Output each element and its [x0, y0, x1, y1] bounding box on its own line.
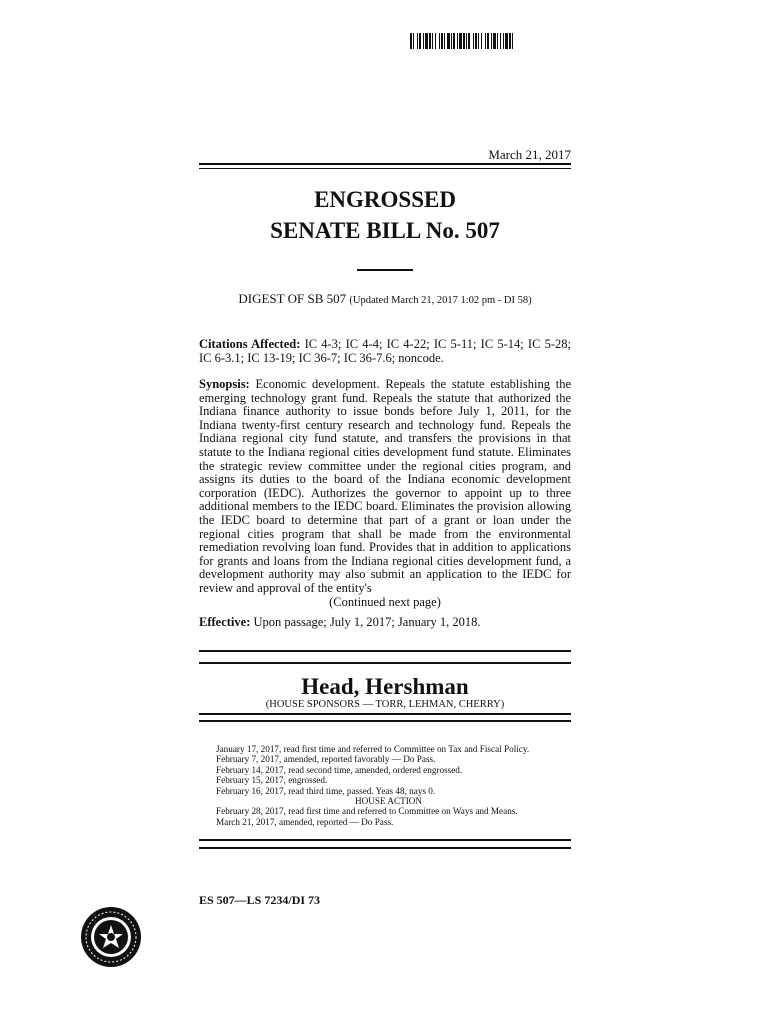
- bill-title-line2: SENATE BILL No. 507: [270, 218, 500, 243]
- synopsis-block: [199, 378, 571, 609]
- action-item: February 16, 2017, read third time, passed. Yeas 48, nays 0.: [216, 785, 436, 796]
- digest-main: DIGEST OF SB 507: [238, 291, 347, 306]
- effective-text: Upon passage; July 1, 2017; January 1, 2018.: [253, 615, 481, 629]
- bottom-rule-2: [199, 847, 571, 849]
- citations-text: IC 4-3; IC 4-4; IC 4-22; IC 5-11; IC 5-14; IC 5-28; IC 6-3.1; IC 13-19; IC 36-7; IC 36-7.6; noncode.: [199, 337, 571, 365]
- effective-label: Effective:: [199, 615, 251, 629]
- digest-heading: [199, 291, 571, 307]
- action-item: February 7, 2017, amended, reported favorably — Do Pass.: [216, 754, 436, 765]
- effective-block: [199, 616, 571, 630]
- action-item: February 28, 2017, read first time and referred to Committee on Ways and Means.: [216, 806, 518, 817]
- authors-top-rule: [199, 650, 571, 652]
- house-action-heading: HOUSE ACTION: [354, 796, 423, 807]
- citations-label: Citations Affected:: [199, 337, 301, 351]
- citations-block: [199, 338, 571, 365]
- digest-updated: (Updated March 21, 2017 1:02 pm - DI 58): [349, 295, 532, 306]
- state-seal-icon: [80, 906, 142, 968]
- senate-action-list: [216, 744, 571, 796]
- bill-identifier: ES 507—LS 7234/DI 73: [199, 893, 321, 907]
- house-action-list: [216, 806, 571, 827]
- top-rule-thin: [199, 168, 571, 169]
- synopsis-label: Synopsis:: [199, 377, 250, 391]
- bill-date: March 21, 2017: [488, 147, 571, 162]
- authors-bottom-rule-2: [199, 720, 571, 722]
- title-separator: [357, 269, 413, 271]
- barcode-bar: [513, 33, 515, 49]
- synopsis-text: Economic development. Repeals the statute establishing the emerging technology grant fund. Repeals the statute that authorized the Indiana finance authority to issue bonds before July 1, 2011, for the Indiana twenty-first century research and technology fund. Repeals the Indiana regional city fund statute, and transfers the provisions in that statute to the Indiana regional cities development fund statute. Eliminates the strategic review committee under the regional cities program, and assigns its duties to the board of the Indiana economic development corporation (IEDC). Authorizes the governor to appoint up to three additional members to the IEDC board. Eliminates the provision allowing the IEDC board to determine that part of a grant or loan under the regional cities program that shall be made from the environmental remediation revolving loan fund. Provides that in addition to applications for grants and loans from the Indiana regional cities development fund, a development authority may also submit an application to the IEDC for review and approval of the entity's: [199, 377, 571, 595]
- house-sponsors: (HOUSE SPONSORS — TORR, LEHMAN, CHERRY): [265, 699, 505, 710]
- bottom-rule: [199, 839, 571, 841]
- action-item: January 17, 2017, read first time and referred to Committee on Tax and Fiscal Policy.: [216, 744, 530, 754]
- continued-note: (Continued next page): [329, 594, 441, 609]
- authors-bottom-rule: [199, 713, 571, 715]
- action-item: February 15, 2017, engrossed.: [216, 775, 328, 786]
- legislative-actions: [216, 744, 571, 827]
- senate-authors: Head, Hershman: [301, 674, 469, 699]
- top-rule: [199, 163, 571, 165]
- bill-title-line1: ENGROSSED: [314, 187, 456, 212]
- action-item: February 14, 2017, read second time, amended, ordered engrossed.: [216, 764, 463, 775]
- authors-top-rule-2: [199, 662, 571, 664]
- action-item: March 21, 2017, amended, reported — Do Pass.: [216, 816, 394, 827]
- barcode: [410, 33, 588, 49]
